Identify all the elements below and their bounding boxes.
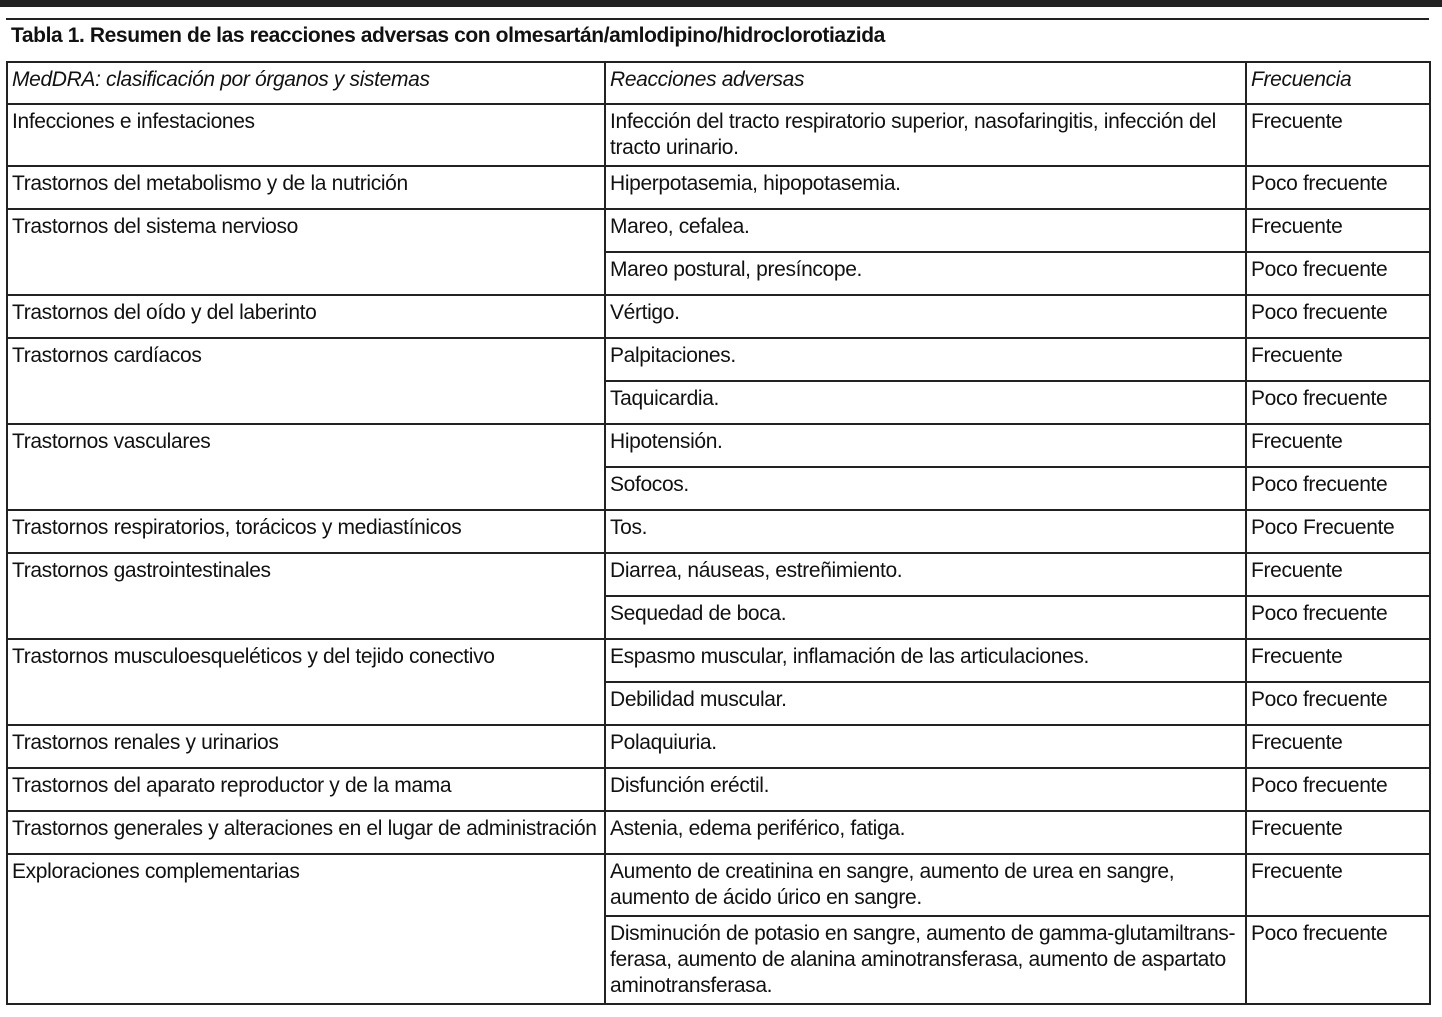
reaction-cell: Taquicardia.	[605, 381, 1246, 424]
reaction-cell: Debilidad muscular.	[605, 682, 1246, 725]
soc-cell: Trastornos del oído y del laberinto	[7, 295, 605, 338]
reaction-cell: Infección del tracto respiratorio superior, nasofaringitis, infección del tracto urinario.	[605, 104, 1246, 166]
reaction-cell: Polaquiuria.	[605, 725, 1246, 768]
reaction-cell: Diarrea, náuseas, estreñimiento.	[605, 553, 1246, 596]
table-row	[7, 424, 1430, 467]
table-row	[7, 209, 1430, 252]
frequency-cell: Frecuente	[1246, 104, 1430, 166]
soc-cell: Trastornos generales y alteraciones en el lugar de administración	[7, 811, 605, 854]
reaction-cell: Disfunción eréctil.	[605, 768, 1246, 811]
soc-cell: Trastornos cardíacos	[7, 338, 605, 424]
table-row	[7, 510, 1430, 553]
table-row	[7, 768, 1430, 811]
soc-cell: Trastornos vasculares	[7, 424, 605, 510]
frequency-cell: Poco frecuente	[1246, 295, 1430, 338]
frequency-cell: Poco frecuente	[1246, 252, 1430, 295]
reaction-cell: Aumento de creatinina en sangre, aumento de urea en sangre, aumento de ácido úrico en sangre.	[605, 854, 1246, 916]
soc-cell: Trastornos renales y urinarios	[7, 725, 605, 768]
soc-cell: Exploraciones complementarias	[7, 854, 605, 1004]
frequency-cell: Poco frecuente	[1246, 768, 1430, 811]
reaction-cell: Tos.	[605, 510, 1246, 553]
top-border-bar	[0, 0, 1442, 7]
title-rule	[6, 18, 1429, 20]
table-body	[7, 104, 1430, 1004]
soc-cell: Infecciones e infestaciones	[7, 104, 605, 166]
frequency-cell: Frecuente	[1246, 424, 1430, 467]
frequency-cell: Frecuente	[1246, 725, 1430, 768]
frequency-cell: Poco frecuente	[1246, 166, 1430, 209]
frequency-cell: Frecuente	[1246, 338, 1430, 381]
soc-cell: Trastornos gastrointestinales	[7, 553, 605, 639]
reaction-cell: Astenia, edema periférico, fatiga.	[605, 811, 1246, 854]
adverse-reactions-table	[6, 61, 1431, 1005]
table-header-row	[7, 62, 1430, 104]
frequency-cell: Poco frecuente	[1246, 381, 1430, 424]
table-row	[7, 295, 1430, 338]
table-row	[7, 553, 1430, 596]
reaction-cell: Sofocos.	[605, 467, 1246, 510]
frequency-cell: Frecuente	[1246, 854, 1430, 916]
frequency-cell: Frecuente	[1246, 811, 1430, 854]
frequency-cell: Poco frecuente	[1246, 682, 1430, 725]
table-row	[7, 725, 1430, 768]
header-soc: MedDRA: clasificación por órganos y sistemas	[7, 62, 605, 104]
table-row	[7, 104, 1430, 166]
table-row	[7, 338, 1430, 381]
reaction-cell: Mareo postural, presíncope.	[605, 252, 1246, 295]
table-row	[7, 854, 1430, 916]
reaction-cell: Hiperpotasemia, hipopotasemia.	[605, 166, 1246, 209]
soc-cell: Trastornos respiratorios, torácicos y mediastínicos	[7, 510, 605, 553]
reaction-cell: Vértigo.	[605, 295, 1246, 338]
frequency-cell: Frecuente	[1246, 209, 1430, 252]
reaction-cell: Disminución de potasio en sangre, aumento de gamma-glutamiltrans-ferasa, aumento de alanina aminotransferasa, aumento de aspartato aminotransferasa.	[605, 916, 1246, 1004]
reaction-cell: Sequedad de boca.	[605, 596, 1246, 639]
reaction-cell: Hipotensión.	[605, 424, 1246, 467]
soc-cell: Trastornos del sistema nervioso	[7, 209, 605, 295]
table-row	[7, 639, 1430, 682]
frequency-cell: Poco frecuente	[1246, 596, 1430, 639]
reaction-cell: Mareo, cefalea.	[605, 209, 1246, 252]
reaction-cell: Palpitaciones.	[605, 338, 1246, 381]
frequency-cell: Poco frecuente	[1246, 467, 1430, 510]
soc-cell: Trastornos del metabolismo y de la nutrición	[7, 166, 605, 209]
table-title: Tabla 1. Resumen de las reacciones adversas con olmesartán/amlodipino/hidroclorotiazida	[11, 24, 885, 47]
table-row	[7, 811, 1430, 854]
frequency-cell: Frecuente	[1246, 553, 1430, 596]
reaction-cell: Espasmo muscular, inflamación de las articulaciones.	[605, 639, 1246, 682]
frequency-cell: Frecuente	[1246, 639, 1430, 682]
frequency-cell: Poco frecuente	[1246, 916, 1430, 1004]
soc-cell: Trastornos del aparato reproductor y de la mama	[7, 768, 605, 811]
header-frequency: Frecuencia	[1246, 62, 1430, 104]
soc-cell: Trastornos musculoesqueléticos y del tejido conectivo	[7, 639, 605, 725]
frequency-cell: Poco Frecuente	[1246, 510, 1430, 553]
header-reactions: Reacciones adversas	[605, 62, 1246, 104]
table-row	[7, 166, 1430, 209]
